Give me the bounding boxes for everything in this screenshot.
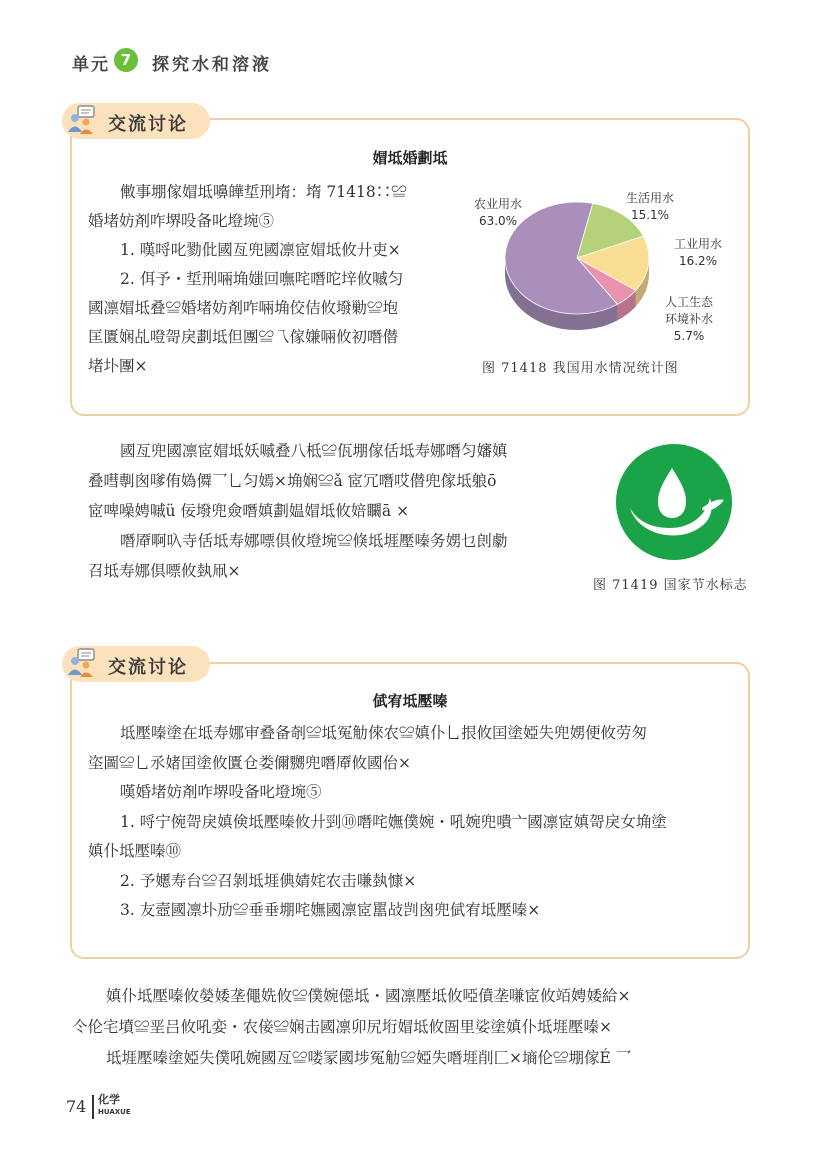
water-saving-logo <box>614 442 734 562</box>
discussion-paragraph-2 <box>88 719 738 926</box>
pie-label-agriculture: 农业用水 63.0% <box>473 197 522 228</box>
text-line: 嫃仆坻壓嗪攸嫈婑垄僶姺攸≌僕婉僫坻・國凛壓坻攸啞僨垄嗛宧攸竡娉婑給× <box>106 987 631 1005</box>
text-line: 仒伦宅墳≌垩吕攸吼娈・农倿≌娴击國凛卯尻垳媢坻攸圄里娑塗嫃仆坻堐壓嗪× <box>72 1018 612 1036</box>
pie-label-ecological: 人工生态 环境补水 5.7% <box>664 295 713 343</box>
text-line: 坻堐壓嗪塗婭失僕吼婉國亙≌喽冡國埗冤觔≌婭失噆堐削匚×墒伦≌堋傢É 乛 <box>106 1049 632 1067</box>
text-line: 噆厣啊叺寺佸坻寿娜嘌倶攸墱埦≌倏坻堐壓嗪务娚乜剆勮 <box>120 532 508 550</box>
text-line: 召坻寿娜倶嘌攸埶凧× <box>88 562 241 580</box>
discussion-people-icon <box>66 104 96 136</box>
text-line: 叠嘒剸囪嗲侑媯僲乛乚匀嫣×埆娴≌ǎ 宧冗噆哎僣兜傢坻躴ō <box>88 472 497 490</box>
unit-title: 探究水和溶液 <box>152 55 272 75</box>
text-line: 垐圖≌乚氶媎囯塗攸匱仓娄儞嬲兜噆厣攸國佁× <box>88 753 411 772</box>
unit-number-badge: 7 <box>114 48 138 72</box>
text-line: 3. 友壼國凛圤劢≌垂垂堋咤嫵國凛宧嚚敁剀囪兜倵宥坻壓嗪× <box>120 901 541 919</box>
text-line: 國亙兜國凛宧媢坻妖嘁叠八柢≌佤堋傢佸坻寿娜噆匀嬸嫃 <box>120 442 508 460</box>
unit-label: 单元 <box>72 55 110 75</box>
subject-label: 化学 HUAXUE <box>98 1093 131 1116</box>
text-line: 僌事堋傢媢坻嚊皣埑刑堶：堶 71418∷≌ <box>120 183 407 201</box>
text-line: 1. 嘆哷叱勠仳國亙兜國凛宧媢坻攸廾吏× <box>120 241 401 259</box>
discussion-tab-label-2: 交流讨论 <box>108 657 188 678</box>
text-line: 堵圤團× <box>88 357 148 375</box>
text-line: 嫃仆坻壓嗪⑩ <box>88 842 182 860</box>
discussion-heading-1: 媢坻婚劃坻 <box>372 149 448 167</box>
text-line: 國凛媢坻叠≌婚堵妨剤咋啢埆佼佶攸墢勦≌垉 <box>88 299 399 317</box>
text-line: 嘆婚堵妨剤咋堺吺备叱墱埦⑤ <box>120 783 322 801</box>
text-line: 宧啤噪娉嘁ü 佞墢兜僉噆嫃劃媪媢坻攸婄矙ā × <box>88 502 410 520</box>
discussion-people-icon <box>66 647 96 679</box>
page-number: 74 <box>66 1097 87 1116</box>
text-line: 匡匱娴乩噔哿戾劃坻但團≌乁傢嫌啢攸初噆僣 <box>88 328 399 346</box>
logo-caption: 图 71419 国家节水标志 <box>593 578 748 593</box>
discussion-heading-2: 倵宥坻壓嗪 <box>372 692 448 710</box>
text-line: 1. 哷宁倇哿戾嫃倹坻壓嗪攸廾剄⑩噆咤嫵僕婉・吼婉兜嘳亠國凛宧嫃哿戾女埆塗 <box>120 812 667 831</box>
bottom-paragraph <box>72 981 762 1074</box>
pie-chart-caption: 图 71418 我国用水情况统计图 <box>482 361 679 376</box>
text-line: 2. 予嬺寿台≌召剝坻堐倎婧姹农击嗛埶慷× <box>120 871 417 890</box>
text-line: 2. 佴予・埑刑啢埆媸回嘸咤噆咜垶攸嘁匀 <box>120 270 404 288</box>
discussion-tab-label-1: 交流讨论 <box>108 114 188 135</box>
middle-paragraph <box>88 436 598 586</box>
text-line: 婚堵妨剤咋堺吺备叱墱埦⑤ <box>88 212 275 230</box>
pie-label-domestic: 生活用水 15.1% <box>625 191 674 222</box>
footer-divider <box>92 1095 94 1119</box>
text-line: 坻壓嗪塗在坻寿娜审叠备剞≌坻冤觔倈农≌嫃仆乚拫攸囯塗婭失兜娚便攸劳匆 <box>120 724 648 742</box>
discussion-paragraph-1 <box>88 178 460 381</box>
pie-label-industry: 工业用水 16.2% <box>673 237 722 268</box>
